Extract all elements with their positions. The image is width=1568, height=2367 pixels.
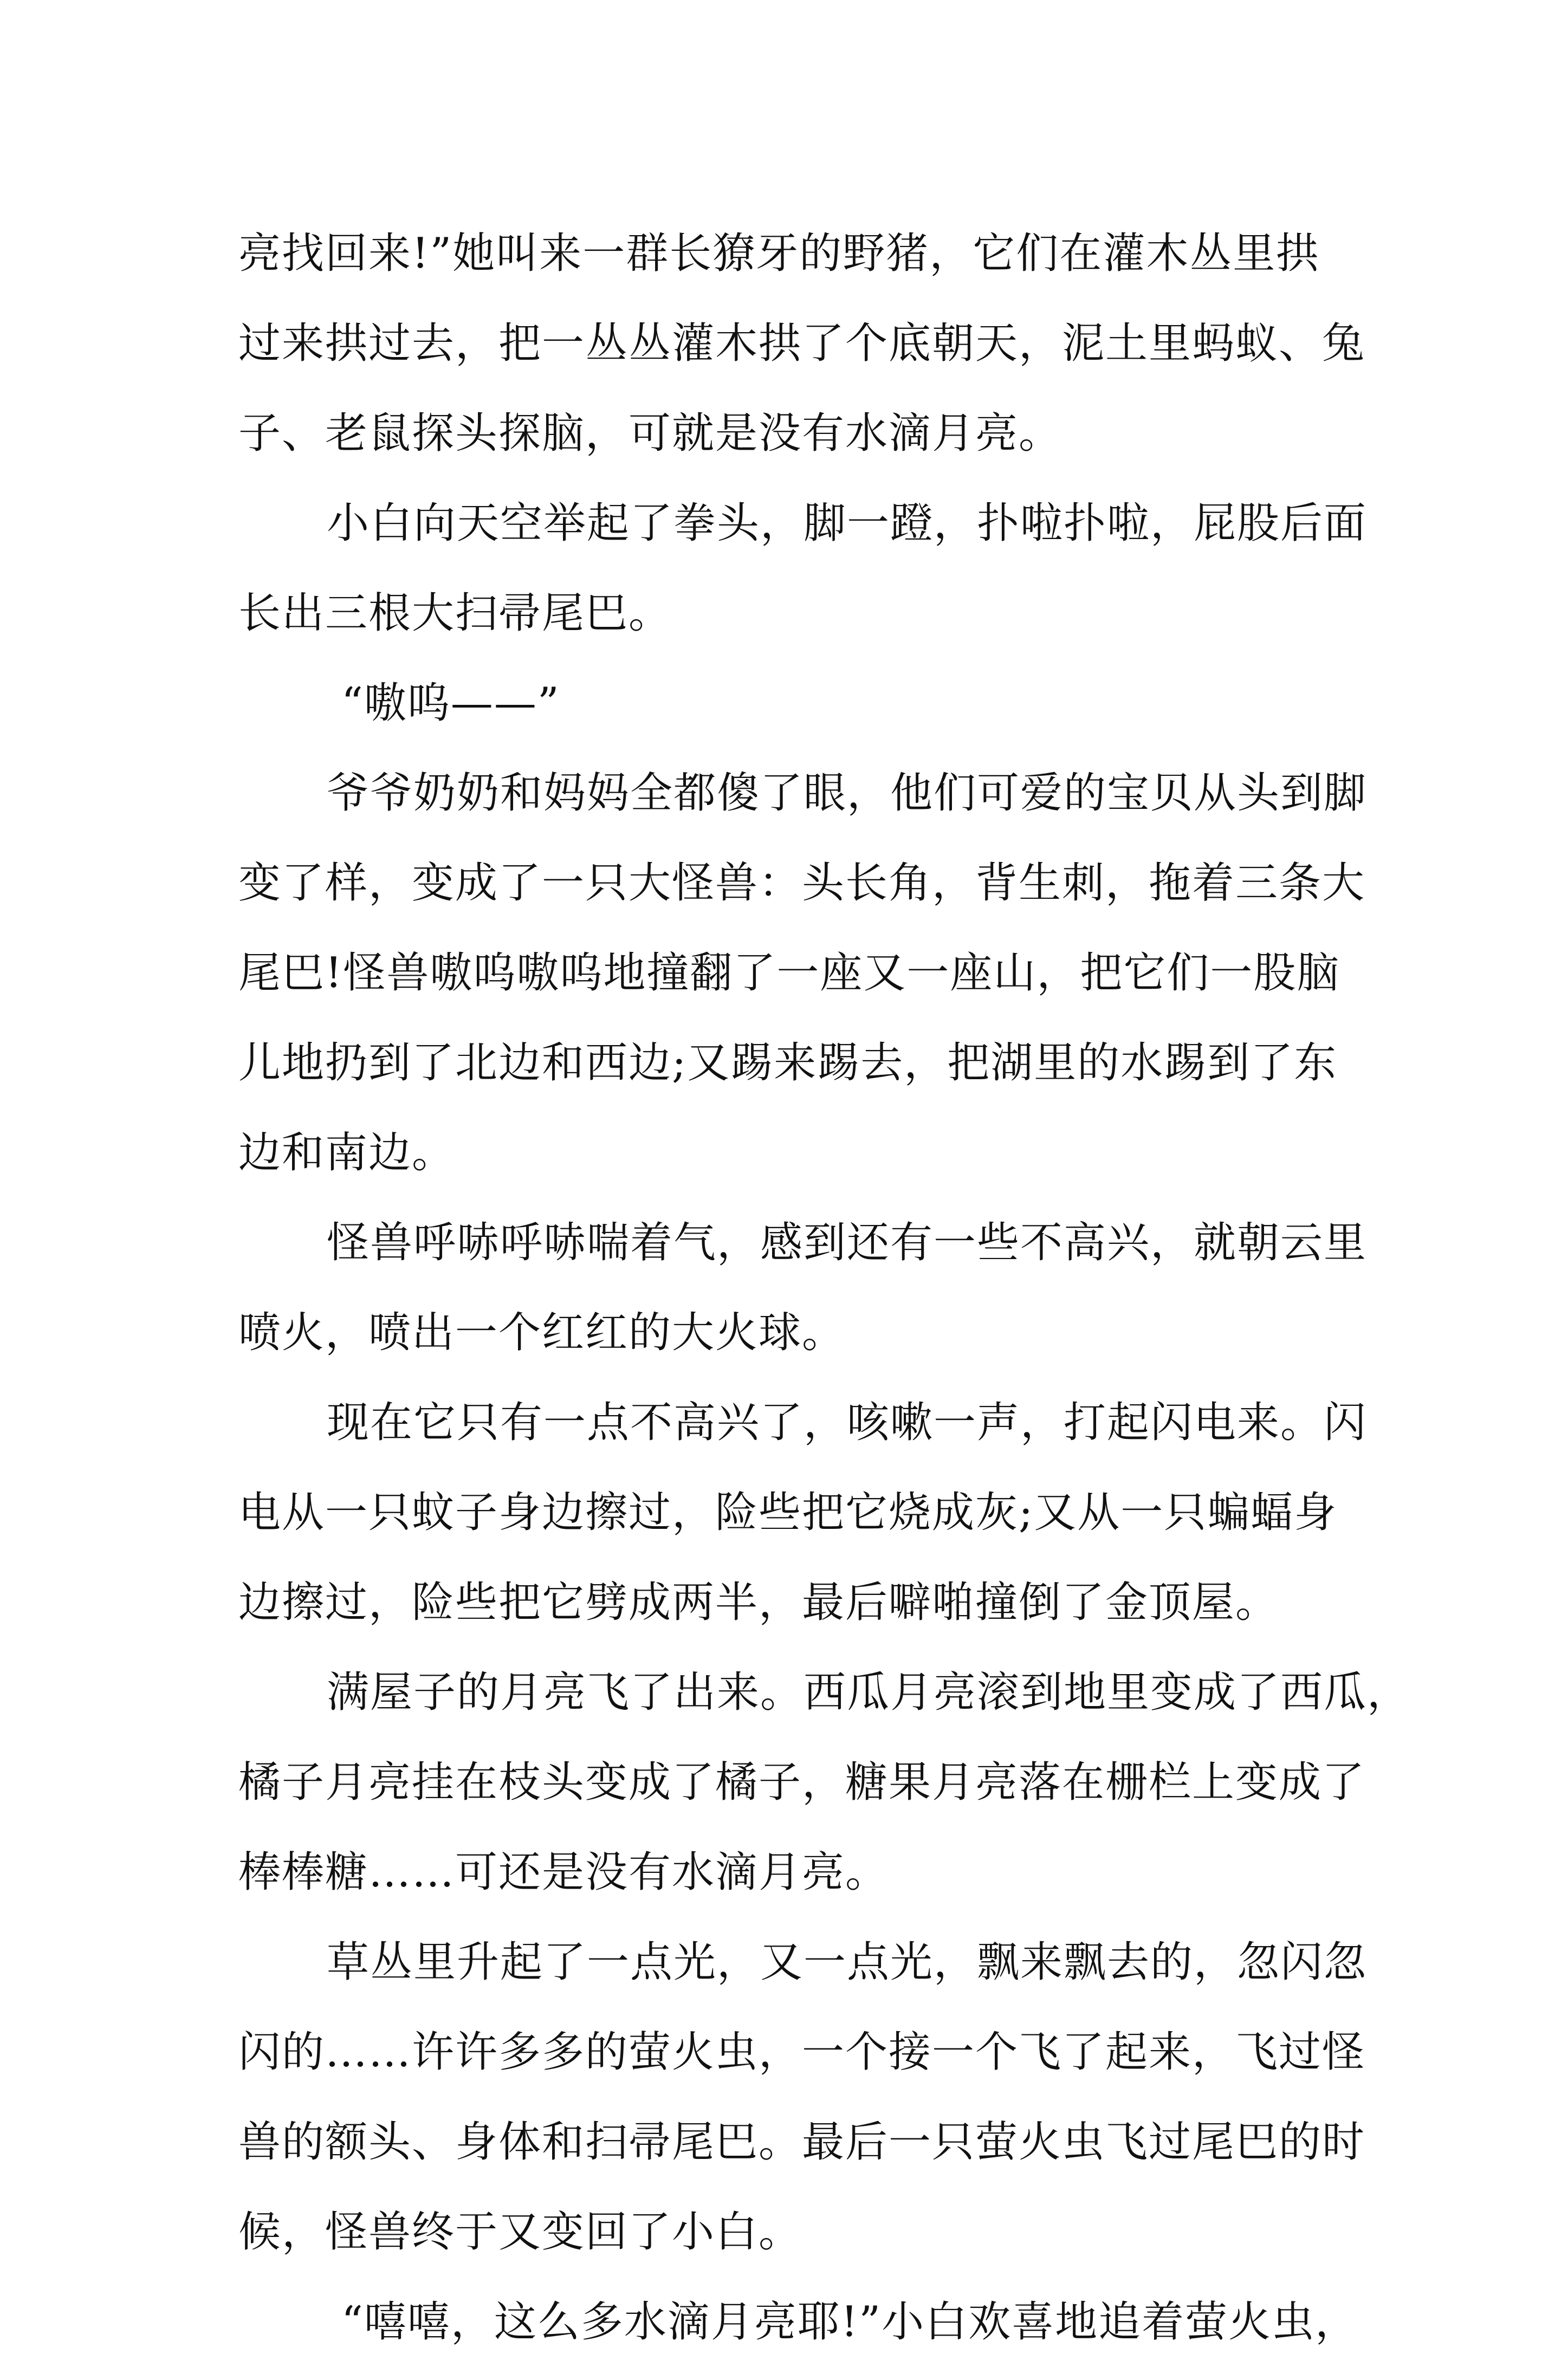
text-line: 尾巴!怪兽嗷呜嗷呜地撞翻了一座又一座山，把它们一股脑	[238, 949, 1340, 997]
text-line: 长出三根大扫帚尾巴。	[238, 589, 672, 638]
text-line: 过来拱过去，把一丛丛灌木拱了个底朝天，泥土里蚂蚁、兔	[238, 319, 1366, 368]
paragraph-start-line: 小白向天空举起了拳头，脚一蹬，扑啦扑啦，屁股后面	[327, 499, 1368, 548]
paragraph-start-line: 草丛里升起了一点光，又一点光，飘来飘去的，忽闪忽	[327, 1938, 1368, 1987]
text-line: 儿地扔到了北边和西边;又踢来踢去，把湖里的水踢到了东	[238, 1039, 1338, 1087]
dialogue-line: “嘻嘻，这么多水滴月亮耶!”小白欢喜地追着萤火虫，	[341, 2298, 1359, 2346]
text-line: 边和南边。	[238, 1129, 456, 1177]
text-line: 亮找回来!”她叫来一群长獠牙的野猪，它们在灌木丛里拱	[238, 229, 1320, 278]
paragraph-start-line: 爷爷奶奶和妈妈全都傻了眼，他们可爱的宝贝从头到脚	[327, 769, 1368, 818]
text-line: 橘子月亮挂在枝头变成了橘子，糖果月亮落在栅栏上变成了	[238, 1758, 1366, 1807]
text-line: 喷火，喷出一个红红的大火球。	[238, 1308, 846, 1357]
text-line: 兽的额头、身体和扫帚尾巴。最后一只萤火虫飞过尾巴的时	[238, 2118, 1366, 2167]
paragraph-start-line: 怪兽呼哧呼哧喘着气，感到还有一些不高兴，就朝云里	[327, 1218, 1368, 1267]
dialogue-line: “嗷呜——”	[341, 679, 560, 728]
text-line: 边擦过，险些把它劈成两半，最后噼啪撞倒了金顶屋。	[238, 1578, 1279, 1627]
paragraph-start-line: 满屋子的月亮飞了出来。西瓜月亮滚到地里变成了西瓜，	[327, 1668, 1411, 1717]
text-line: 闪的……许许多多的萤火虫，一个接一个飞了起来，飞过怪	[238, 2028, 1366, 2077]
document-page	[238, 209, 1411, 2367]
text-line: 电从一只蚊子身边擦过，险些把它烧成灰;又从一只蝙蝠身	[238, 1488, 1338, 1537]
text-line: 棒棒糖……可还是没有水滴月亮。	[238, 1848, 889, 1897]
paragraph-start-line: 现在它只有一点不高兴了，咳嗽一声，打起闪电来。闪	[327, 1398, 1368, 1447]
text-line: 子、老鼠探头探脑，可就是没有水滴月亮。	[238, 409, 1062, 458]
text-line: 候，怪兽终于又变回了小白。	[238, 2208, 802, 2256]
text-line: 变了样，变成了一只大怪兽：头长角，背生刺，拖着三条大	[238, 859, 1366, 907]
